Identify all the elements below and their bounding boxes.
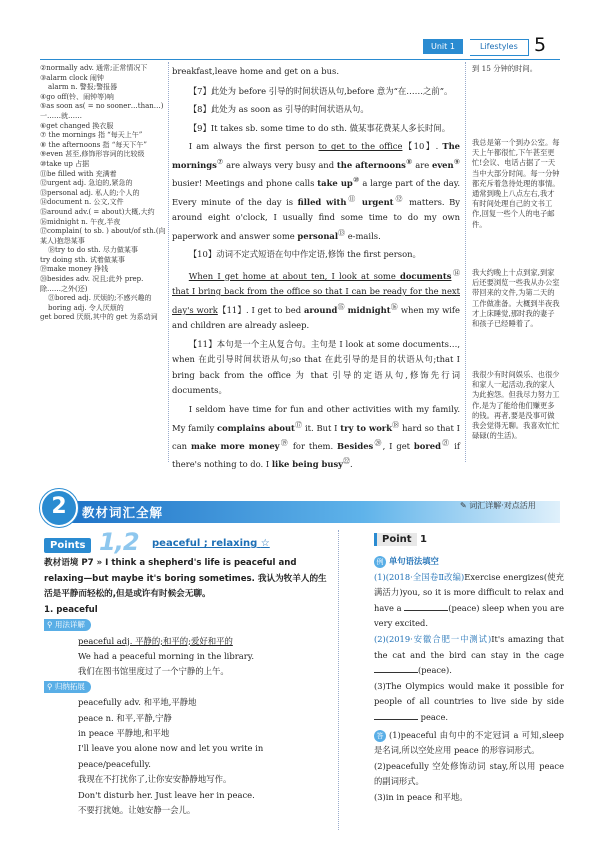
gloss-item: ⑱try to do sth. 尽力做某事: [48, 246, 138, 255]
vocab-term: complains about: [217, 422, 295, 433]
text-run: are: [412, 159, 432, 170]
translation-note: 我很少有时间娱乐、也很少和家人一起活动,我的家人为此抱怨。但我尽力努力工作,是为了能给他们赚更多的钱。再者,要是没事可做我会觉得无聊。我喜欢忙忙碌碌(的生活)。: [472, 370, 560, 441]
gloss-item: ⑫urgent adj. 急迫的,紧急的: [40, 179, 133, 188]
vocab-term: the afternoons: [336, 159, 406, 170]
text-run: are always very busy and: [226, 159, 337, 170]
vocab-term: even: [431, 159, 454, 170]
example-line: I'll leave you alone now and let you write in peace/peacefully.: [78, 743, 264, 769]
vocab-term: personal: [297, 230, 339, 241]
gloss-divider: [168, 62, 169, 462]
annotation-11: 【11】本句是一个主从复合句。主句是 I look at some documents…, when 在此引导时间状语从句;so that 在此引导的是目的状语从句;that I bring back from the office 为 that 引导的定语从句,修饰先行词 documents。: [172, 338, 460, 396]
example-line: peace n. 和平,平静,宁静: [78, 712, 172, 723]
exercise-title: 单句语法填空: [389, 556, 439, 566]
question-text: peace.: [418, 711, 448, 722]
vocab-term: take up: [317, 178, 353, 189]
lower-left-content: [44, 556, 334, 818]
points-phrase-text: peaceful ; relaxing: [152, 538, 258, 549]
star-icon: ☆: [260, 538, 270, 549]
notes-divider: [465, 62, 466, 462]
gloss-item: ⑰complain( to sb. ) about/of sth.(向某人)抱怨某事: [40, 227, 166, 245]
unit-tag: Unit 1: [423, 39, 463, 54]
lifestyles-tag: Lifestyles: [470, 39, 529, 56]
gloss-item: ③alarm clock 闹钟: [40, 73, 104, 82]
textbook-context: 教材语境 P7 » I think a shepherd's life is peaceful and relaxing—but maybe it's boring sometimes. 我认为牧羊人的生活是平静而轻松的,但是或许有时候会无聊。: [44, 558, 327, 599]
question-1: [374, 570, 564, 632]
points-phrase: [152, 538, 270, 549]
text-run: .: [350, 459, 353, 470]
answer-blank[interactable]: [374, 710, 418, 720]
point-heading: [374, 534, 427, 545]
answer-blank[interactable]: [404, 601, 448, 611]
vocab-term: make more money: [190, 440, 280, 451]
example-line: peacefully adv. 和平地,平静地: [78, 697, 197, 708]
text-run: e-mails.: [345, 230, 381, 241]
section-number: 2: [40, 489, 78, 527]
question-text: It's amazing that the cat and the bird can stay in the cage: [374, 633, 564, 660]
question-3: [374, 679, 564, 726]
vocab-term: Besides: [337, 440, 374, 451]
answer-1: (1)peaceful 由句中的不定冠词 a 可知,sleep 是名词,所以空处应用 peace 的形容词形式。: [374, 729, 564, 756]
gloss-item: ⑮around adv.( = about)大概,大约: [40, 207, 155, 216]
pencil-icon: ✎: [460, 501, 470, 510]
gloss-item: ⑲make money 挣钱: [40, 265, 109, 274]
example-badge: 例: [374, 556, 386, 568]
answer-badge: 答: [374, 730, 386, 742]
text-run: it. But I: [302, 422, 341, 433]
points-number: 1,2: [99, 528, 139, 556]
gloss-item: boring adj. 令人厌烦的: [48, 303, 124, 312]
question-2: [374, 632, 564, 679]
vocab-term: The mornings: [172, 141, 460, 170]
reading-passage: [172, 64, 460, 473]
text-run: for them.: [288, 440, 338, 451]
points-tag: Points: [44, 538, 91, 553]
gloss-item: ⑬personal adj. 私人的;个人的: [40, 188, 140, 197]
example-line: peaceful adj. 平静的;和平的;爱好和平的: [78, 635, 233, 646]
translation-note: 我大约晚上十点到家,到家后还要浏览一些我从办公室带回来的文件,为第二天的工作做准备。大概到半夜我才上床睡觉,那时我的妻子和孩子已经睡着了。: [472, 268, 560, 329]
example-line: 不要打扰她。让她安静一会儿。: [78, 805, 196, 816]
extension-tag: [44, 681, 91, 693]
passage-paragraph: I seldom have time for fun and other activities with my family. My family complains about⑰ it. But I try to work⑱ hard so that I can make more money⑲ for them. Besides⑳, I get bored$^㉑$ if there's nothing to do. I like being busy$^㉒$.: [172, 404, 461, 470]
gloss-item: alarm n. 警报;警报器: [48, 83, 118, 92]
usage-tag: [44, 619, 91, 631]
passage-paragraph: When I get home at about ten, I look at some documents⑭ that I bring back from the office so that I can be ready for the next day's work【11】. I get to bed around⑮ midnight⑯ when my wife and children are already asleep.: [172, 268, 460, 331]
example-line: 我现在不打扰你了,让你安安静静地写作。: [78, 774, 232, 785]
gloss-item: ⑥get changed 换衣服: [40, 121, 114, 130]
usage-tag-label: 用法详解: [54, 620, 85, 629]
example-line: Don't disturb her. Just leave her in peace.: [78, 789, 255, 800]
text-run: busier! Meetings and phone calls: [172, 178, 318, 189]
answer-2: (2)peacefully 空处修饰动词 stay,所以用 peace 的副词形式。: [374, 760, 564, 787]
example-line: We had a peaceful morning in the library.: [78, 650, 254, 661]
page-number: 5: [534, 34, 547, 56]
annotation-9: 【9】It takes sb. some time to do sth. 做某事花费某人多长时间。: [188, 122, 451, 133]
example-line: 我们在图书馆里度过了一个宁静的上午。: [78, 666, 229, 677]
text-run: , I get: [382, 440, 414, 451]
gloss-item: ⑤as soon as( = no sooner…than…)一……就……: [40, 102, 164, 120]
gloss-item: ⑳besides adv. 况且;此外 prep. 除……之外(还): [40, 275, 144, 293]
underlined-phrase: to get to the office: [318, 141, 403, 152]
exercise-block: [374, 554, 564, 806]
header-rule: [40, 59, 560, 60]
answer-blank[interactable]: [374, 663, 418, 673]
question-source: (1)(2018·全国卷Ⅱ改编): [374, 571, 465, 582]
translation-note: 到 15 分钟的时间。: [472, 64, 538, 73]
section-subtitle-text: 词汇详解·对点活用: [469, 501, 536, 510]
question-text: (3)The Olympics would make it possible for people of all countries to live side by side: [374, 680, 564, 707]
gloss-item: get bored 厌烦,其中的 get 为系动词: [40, 313, 158, 322]
vocab-term: filled with: [297, 196, 347, 207]
text-run: 【10】.: [402, 141, 443, 152]
gloss-item: ⑧ the afternoons 指 “每天下午”: [40, 140, 147, 149]
gloss-item: try doing sth. 试着做某事: [40, 255, 125, 264]
vocab-term: bored: [413, 440, 441, 451]
gloss-item: ⑭document n. 公文,文件: [40, 198, 124, 207]
text-run: if there's nothing to do. I: [172, 440, 461, 470]
point-number: 1: [420, 534, 427, 545]
vocab-term: documents: [399, 270, 452, 281]
gloss-item: ⑦ the mornings 指 “每天上午”: [40, 131, 143, 140]
example-line: in peace 平静地,和平地: [78, 728, 170, 739]
text-run: I seldom have time for fun and other activities with my family. My family: [172, 404, 460, 433]
text-run: hard so that I can: [172, 422, 460, 451]
vocab-gloss-column: [40, 64, 166, 323]
vocab-term: like being busy: [271, 459, 344, 470]
gloss-item: ⑪be filled with 充满着: [40, 169, 117, 178]
gloss-item: ⑯midnight n. 午夜,半夜: [40, 217, 121, 226]
vocab-term: midnight: [347, 304, 391, 315]
annotation-7: 【7】此处为 before 引导的时间状语从句,before 意为“在……之前”。: [188, 85, 453, 96]
question-text: (peace) sleep when you are very excited.: [374, 602, 564, 629]
gloss-item: ④go off(铃、闹钟等)响: [40, 92, 114, 101]
question-text: Exercise energizes(使充满活力)you, so it is more difficult to relax and have a: [374, 571, 564, 613]
passage-line: breakfast,leave home and get on a bus.: [172, 66, 340, 76]
text-run: a large part of the day. Every minute of the day is: [172, 178, 460, 207]
text-run: 【11】. I get to bed: [217, 304, 304, 315]
extension-tag-label: 归纳拓展: [54, 681, 85, 691]
gloss-item: ⑨even 甚至,修饰形容词的比较级: [40, 150, 145, 159]
gloss-item: ②normally adv. 通常;正常情况下: [40, 64, 148, 72]
vocab-term: try to work: [340, 422, 393, 433]
underlined-phrase: When I get home at about ten, I look at some: [188, 270, 400, 281]
annotation-10: 【10】动词不定式短语在句中作定语,修饰 the first person。: [188, 249, 421, 260]
passage-paragraph: I am always the first person to get to the office【10】. The mornings⑦ are always very busy and the afternoons⑧ are even⑨ busier! Meetings and phone calls take up⑩ a large part of the day. Every minute of the day is filled with⑪ urgent⑫ matters. By around eight o'clock, I usually find some time to do my own paperwork and answer some personal⑬ e-mails.: [172, 141, 461, 241]
lower-divider: [338, 530, 339, 830]
gloss-item: ㉑bored adj. 厌烦的;不感兴趣的: [48, 294, 152, 303]
location-pin-icon: ⚲: [47, 620, 55, 629]
vocab-term: urgent: [361, 196, 394, 207]
underlined-phrase: that I bring back from the office so that I can be ready for the next day's work: [172, 286, 460, 315]
location-pin-icon: ⚲: [47, 681, 55, 691]
section-title: 教材词汇全解: [82, 505, 164, 520]
gloss-item: ⑩take up 占据: [40, 159, 90, 168]
text-run: matters. By around eight o'clock, I usually find some time to do my own paperwork and answer some: [172, 196, 460, 241]
question-text: (peace).: [418, 665, 452, 676]
section-subtitle: [460, 500, 536, 511]
word-heading: 1. peaceful: [44, 604, 98, 615]
text-run: I am always the first person: [188, 141, 319, 152]
translation-note: 我总是第一个到办公室。每天上午都很忙,下午甚至更忙!会议、电话占据了一天当中大部分时间。每一分钟都充斥着急待处理的事情。通常到晚上八点左右,我才有时间处理自己的文书工作,回复一些个人的电子邮件。: [472, 138, 560, 229]
question-source: (2)(2019·安徽合肥一中测试): [374, 633, 492, 644]
text-run: when my wife and children are already asleep.: [172, 304, 460, 331]
point-label: Point: [374, 533, 417, 546]
annotation-8: 【8】此处为 as soon as 引导的时间状语从句。: [188, 104, 369, 115]
vocab-term: around: [303, 304, 338, 315]
answer-3: (3)in in peace 和平地。: [374, 791, 468, 802]
